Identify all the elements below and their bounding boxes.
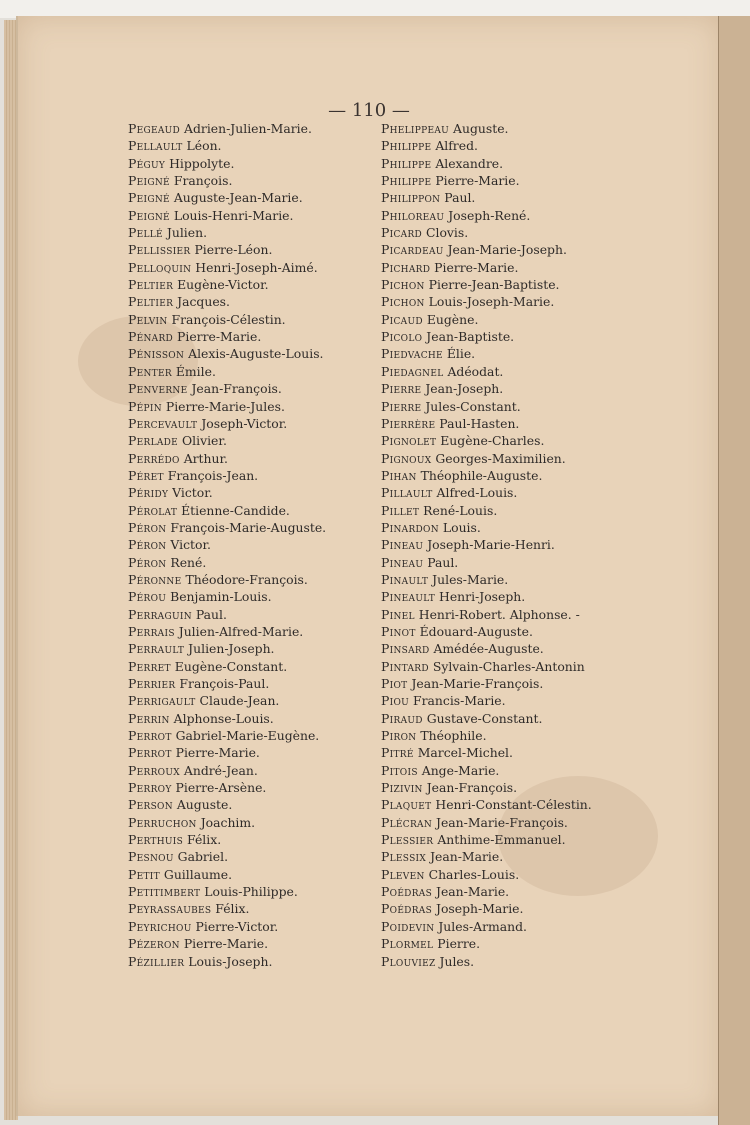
given-names: Henri-Robert. Alphonse. - — [418, 606, 580, 622]
given-names: Jacques. — [177, 294, 230, 310]
given-names: Pierre-Léon. — [194, 242, 273, 258]
given-names: Jules-Marie. — [432, 571, 509, 587]
given-names: Pierre-Arsène. — [175, 780, 267, 796]
name-entry — [381, 606, 701, 623]
given-names: Pierre-Marie. — [434, 259, 519, 275]
name-entry — [381, 398, 701, 415]
name-entry — [381, 293, 701, 310]
surname: Peyrichou — [128, 918, 192, 934]
name-entry — [381, 450, 701, 467]
given-names: Adéodat. — [447, 363, 504, 379]
given-names: Jean-Marie-François. — [411, 676, 544, 691]
name-entry — [381, 953, 701, 970]
given-names: Auguste-Jean-Marie. — [173, 190, 303, 206]
surname: Pellé — [128, 225, 163, 241]
surname: Pierrère — [381, 415, 436, 431]
name-entry — [381, 207, 701, 224]
surname: Perrin — [128, 710, 170, 726]
given-names: Amédée-Auguste. — [433, 641, 544, 657]
given-names: Alfred-Louis. — [436, 485, 518, 501]
name-entry — [381, 848, 701, 865]
surname: Pintard — [381, 658, 429, 674]
given-names: Paul-Hasten. — [439, 415, 520, 431]
given-names: Étienne-Candide. — [181, 502, 290, 518]
surname: Phelippeau — [381, 121, 450, 136]
surname: Piou — [381, 693, 410, 709]
name-entry — [381, 502, 701, 519]
given-names: Ange-Marie. — [421, 762, 500, 778]
name-entry — [381, 710, 701, 727]
name-entry — [381, 883, 701, 900]
surname: Pillet — [381, 502, 420, 518]
given-names: Théophile-Auguste. — [420, 467, 543, 483]
name-list-right-column — [381, 120, 701, 970]
surname: Pineault — [381, 589, 436, 605]
given-names: Pierre-Marie. — [177, 329, 262, 345]
surname: Picaud — [381, 311, 423, 327]
given-names: Joseph-Marie. — [436, 901, 524, 917]
surname: Péridy — [128, 485, 169, 501]
surname: Perlade — [128, 433, 179, 449]
given-names: Pierre-Marie-Jules. — [165, 398, 285, 414]
name-entry — [381, 259, 701, 276]
given-names: Auguste. — [453, 121, 509, 136]
name-entry — [381, 484, 701, 501]
name-entry — [381, 189, 701, 206]
name-entry — [381, 519, 701, 536]
name-entry — [381, 866, 701, 883]
surname: Pinardon — [381, 519, 439, 535]
surname: Péron — [128, 537, 167, 553]
given-names: Pierre-Marie. — [435, 173, 520, 189]
given-names: Henri-Joseph. — [439, 589, 526, 605]
given-names: Eugène. — [426, 311, 479, 327]
surname: Pinot — [381, 623, 416, 639]
given-names: Félix. — [187, 832, 222, 848]
given-names: Francis-Marie. — [413, 693, 506, 709]
name-entry — [381, 779, 701, 796]
surname: Pierre — [381, 398, 422, 414]
surname: Pesnou — [128, 849, 174, 865]
given-names: Alexis-Auguste-Louis. — [188, 346, 324, 362]
given-names: Joachim. — [200, 814, 256, 830]
surname: Perrot — [128, 728, 172, 744]
name-entry — [381, 623, 701, 640]
given-names: Eugène-Victor. — [177, 277, 269, 293]
given-names: Jean-Marie. — [436, 884, 510, 900]
given-names: Alphonse-Louis. — [173, 710, 274, 726]
name-entry — [381, 276, 701, 293]
given-names: François. — [173, 173, 233, 189]
surname: Plécran — [381, 814, 433, 830]
given-names: Édouard-Auguste. — [419, 623, 533, 639]
given-names: Théodore-François. — [185, 571, 308, 587]
given-names: Henri-Constant-Célestin. — [435, 797, 592, 813]
given-names: Élie. — [446, 346, 476, 362]
surname: Pelvin — [128, 311, 168, 327]
name-entry — [381, 554, 701, 571]
surname: Pelloquin — [128, 259, 192, 275]
name-entry — [381, 536, 701, 553]
surname: Piron — [381, 728, 417, 744]
name-entry — [381, 345, 701, 362]
surname: Piedagnel — [381, 363, 444, 379]
name-entry — [381, 155, 701, 172]
given-names: Hippolyte. — [169, 155, 235, 171]
name-entry — [381, 588, 701, 605]
surname: Perroy — [128, 780, 172, 796]
surname: Perrault — [128, 641, 185, 657]
surname: Peigné — [128, 173, 170, 189]
given-names: Guillaume. — [163, 866, 233, 882]
given-names: Claude-Jean. — [199, 693, 280, 709]
given-names: Jules-Armand. — [438, 918, 527, 934]
surname: Peltier — [128, 294, 174, 310]
surname: Péronne — [128, 571, 182, 587]
name-entry — [381, 675, 701, 692]
name-entry — [381, 137, 701, 154]
name-entry — [381, 814, 701, 831]
given-names: Henri-Joseph-Aimé. — [195, 259, 318, 275]
surname: Perrais — [128, 623, 175, 639]
given-names: Louis-Philippe. — [204, 884, 298, 900]
given-names: Gustave-Constant. — [426, 710, 543, 726]
given-names: Louis-Joseph. — [188, 953, 273, 969]
given-names: Julien. — [166, 225, 208, 241]
name-entry — [381, 918, 701, 935]
surname: Philippon — [381, 190, 441, 206]
surname: Piedvache — [381, 346, 443, 362]
given-names: Victor. — [172, 485, 213, 501]
given-names: Eugène-Charles. — [440, 433, 545, 449]
surname: Philippe — [381, 173, 432, 189]
surname: Pizivin — [381, 780, 423, 796]
name-entry — [381, 571, 701, 588]
name-entry — [381, 415, 701, 432]
given-names: Alexandre. — [435, 155, 504, 171]
surname: Peigné — [128, 207, 170, 223]
surname: Philoreau — [381, 207, 445, 223]
given-names: Louis-Joseph-Marie. — [428, 294, 555, 310]
given-names: Félix. — [215, 901, 250, 917]
given-names: Adrien-Julien-Marie. — [184, 121, 312, 136]
name-entry — [381, 363, 701, 380]
surname: Plaquet — [381, 797, 432, 813]
surname: Person — [128, 797, 173, 813]
name-entry — [381, 467, 701, 484]
given-names: Joseph-René. — [448, 207, 531, 223]
surname: Perrier — [128, 676, 176, 691]
name-entry — [381, 900, 701, 917]
surname: Penter — [128, 363, 172, 379]
given-names: Alfred. — [435, 138, 478, 154]
given-names: Gabriel-Marie-Eugène. — [175, 728, 320, 744]
given-names: Pierre-Marie. — [183, 936, 269, 952]
given-names: Joseph-Victor. — [201, 415, 288, 431]
name-entry — [381, 727, 701, 744]
surname: Petitimbert — [128, 884, 201, 900]
given-names: Arthur. — [183, 450, 228, 466]
surname: Pénard — [128, 329, 174, 345]
surname: Pézeron — [128, 936, 180, 952]
given-names: Jules-Constant. — [425, 398, 521, 414]
given-names: Jean-Marie-François. — [435, 814, 568, 830]
given-names: Marcel-Michel. — [417, 745, 513, 761]
surname: Pichard — [381, 259, 431, 275]
given-names: François-Célestin. — [171, 311, 286, 327]
given-names: Olivier. — [182, 433, 227, 449]
surname: Pignolet — [381, 433, 437, 449]
surname: Pézillier — [128, 953, 185, 969]
given-names: Sylvain-Charles-Antonin — [432, 658, 585, 674]
surname: Perraguin — [128, 606, 192, 622]
given-names: François-Marie-Auguste. — [170, 519, 327, 535]
given-names: Jean-Joseph. — [425, 381, 504, 397]
surname: Pihan — [381, 467, 417, 483]
given-names: Gabriel. — [177, 849, 229, 865]
surname: Pitré — [381, 745, 414, 761]
surname: Péret — [128, 467, 164, 483]
surname: Pinsard — [381, 641, 430, 657]
surname: Picardeau — [381, 242, 444, 258]
given-names: Émile. — [175, 363, 216, 379]
surname: Percevault — [128, 415, 198, 431]
surname: Péron — [128, 554, 167, 570]
surname: Pierre — [381, 381, 422, 397]
surname: Perrédo — [128, 450, 180, 466]
given-names: Pierre. — [437, 936, 481, 952]
name-entry — [381, 241, 701, 258]
given-names: Pierre-Victor. — [195, 918, 279, 934]
surname: Pichon — [381, 294, 425, 310]
surname: Peltier — [128, 277, 174, 293]
surname: Plormel — [381, 936, 434, 952]
surname: Picard — [381, 225, 423, 241]
given-names: Joseph-Marie-Henri. — [427, 537, 555, 553]
surname: Péron — [128, 519, 167, 535]
surname: Pérou — [128, 589, 167, 605]
given-names: Victor. — [170, 537, 211, 553]
surname: Piraud — [381, 710, 423, 726]
surname: Pitois — [381, 762, 418, 778]
page-number: — 110 — — [328, 100, 410, 121]
given-names: Pierre-Marie. — [175, 745, 260, 761]
given-names: Julien-Alfred-Marie. — [178, 623, 304, 639]
name-entry — [381, 658, 701, 675]
name-entry — [381, 744, 701, 761]
name-entry — [381, 935, 701, 952]
surname: Poédras — [381, 884, 433, 900]
surname: Pichon — [381, 277, 425, 293]
given-names: Louis. — [442, 519, 481, 535]
given-names: Eugène-Constant. — [174, 658, 288, 674]
given-names: Jean-Marie. — [430, 849, 504, 865]
name-entry — [381, 796, 701, 813]
given-names: Paul. — [427, 554, 459, 570]
surname: Poédras — [381, 901, 433, 917]
name-entry — [381, 311, 701, 328]
given-names: Georges-Maximilien. — [435, 450, 566, 466]
name-entry — [381, 640, 701, 657]
given-names: Julien-Joseph. — [188, 641, 275, 657]
surname: Pillault — [381, 485, 433, 501]
given-names: Léon. — [186, 138, 222, 154]
name-entry — [381, 762, 701, 779]
name-entry — [381, 380, 701, 397]
given-names: Jean-Marie-Joseph. — [447, 242, 567, 258]
surname: Pellissier — [128, 242, 191, 258]
surname: Plessier — [381, 832, 434, 848]
surname: Pérolat — [128, 502, 178, 518]
surname: Pinel — [381, 606, 415, 622]
surname: Perroux — [128, 762, 180, 778]
given-names: Anthime-Emmanuel. — [437, 832, 566, 848]
name-entry — [381, 328, 701, 345]
given-names: Clovis. — [426, 225, 469, 241]
surname: Plessix — [381, 849, 427, 865]
surname: Picolo — [381, 329, 423, 345]
given-names: Paul. — [195, 606, 227, 622]
name-entry — [381, 831, 701, 848]
name-entry — [381, 692, 701, 709]
given-names: Jean-Baptiste. — [426, 329, 515, 345]
given-names: Paul. — [444, 190, 476, 206]
surname: Perruchon — [128, 814, 197, 830]
surname: Penverne — [128, 381, 188, 397]
surname: Perrigault — [128, 693, 196, 709]
given-names: René. — [170, 554, 207, 570]
given-names: Charles-Louis. — [428, 866, 520, 882]
given-names: Benjamin-Louis. — [170, 589, 272, 605]
surname: Peyrassaubes — [128, 901, 212, 917]
given-names: François-Paul. — [179, 676, 270, 691]
surname: Pleven — [381, 866, 425, 882]
surname: Philippe — [381, 155, 432, 171]
given-names: François-Jean. — [167, 467, 259, 483]
given-names: Théophile. — [420, 728, 487, 744]
surname: Pellault — [128, 138, 183, 154]
surname: Pegeaud — [128, 121, 181, 136]
surname: Pineau — [381, 554, 424, 570]
given-names: Louis-Henri-Marie. — [173, 207, 294, 223]
given-names: Auguste. — [176, 797, 233, 813]
surname: Perthuis — [128, 832, 184, 848]
surname: Pineau — [381, 537, 424, 553]
adjacent-page-edge — [718, 16, 750, 1125]
surname: Pinault — [381, 571, 429, 587]
given-names: Pierre-Jean-Baptiste. — [428, 277, 560, 293]
surname: Perret — [128, 658, 171, 674]
surname: Perrot — [128, 745, 172, 761]
surname: Piot — [381, 676, 408, 691]
name-entry — [381, 172, 701, 189]
surname: Péguy — [128, 155, 166, 171]
surname: Philippe — [381, 138, 432, 154]
given-names: André-Jean. — [183, 762, 258, 778]
name-entry — [381, 432, 701, 449]
surname: Plouviez — [381, 953, 436, 969]
surname: Peigné — [128, 190, 170, 206]
surname: Pénisson — [128, 346, 185, 362]
given-names: Jean-François. — [191, 381, 282, 397]
surname: Pépin — [128, 398, 162, 414]
name-entry — [381, 224, 701, 241]
given-names: Jules. — [439, 953, 475, 969]
surname: Petit — [128, 866, 160, 882]
surname: Pignoux — [381, 450, 432, 466]
given-names: Jean-François. — [426, 780, 518, 796]
given-names: René-Louis. — [423, 502, 498, 518]
name-entry — [381, 120, 701, 137]
surname: Poidevin — [381, 918, 435, 934]
